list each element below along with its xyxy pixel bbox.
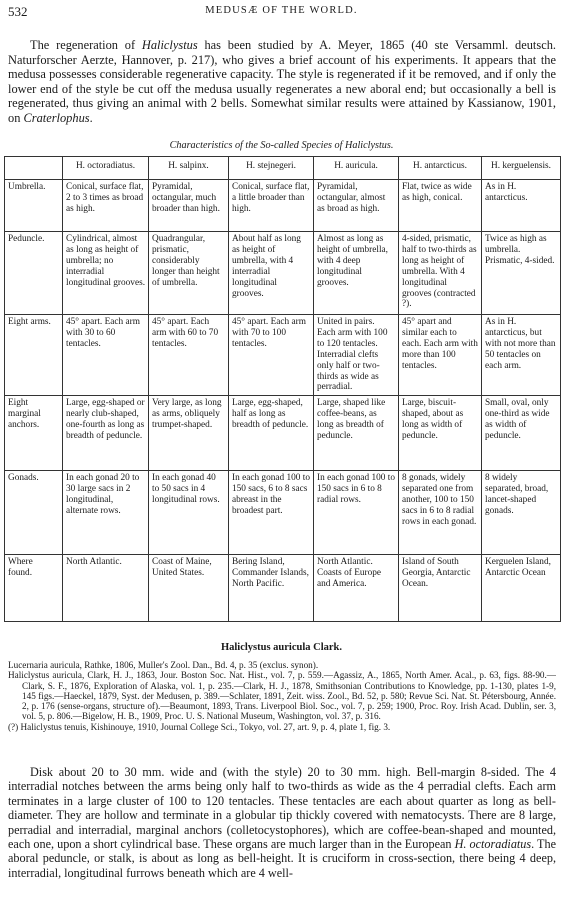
- table-row: [5, 471, 561, 555]
- species-heading: Haliclystus auricula Clark.: [220, 642, 343, 653]
- synonymy-entry: Lucernaria auricula, Rathke, 1806, Muller's Zool. Dan., Bd. 4, p. 35 (exclus. synon).: [8, 660, 319, 670]
- description-text-1: Disk about 20 to 30 mm. wide and (with the style) 20 to 30 mm. high. Bell-margin 8-sided. The 4 interradial notches between the arms being only half to two-thirds as wide as the 4 perradial clefts. Each arm terminates in a large cluster of 100 to 120 tentacles. These tentacles are each about quarter as long as bell-diameter. They are hollow and terminate in a globular tip thickly covered with nematocysts. There are 8 large, perradial and interradial, marginal anchors (colletocystophores), which are coffee-bean-shaped and mounted, each one, upon a short cylindrical base. These organs are much larger than in the European: [8, 765, 556, 852]
- header-cell: H. stejnegeri.: [229, 157, 314, 180]
- table-cell: Coast of Maine, United States.: [149, 555, 229, 622]
- species-octoradiatus: H. octoradiatus: [454, 837, 532, 852]
- table-cell: North Atlantic. Coasts of Europe and America.: [314, 555, 399, 622]
- table-row: [5, 396, 561, 471]
- table-cell: Kerguelen Island, Antarctic Ocean: [482, 555, 561, 622]
- table-row: [5, 180, 561, 232]
- table-cell: 4-sided, prismatic, half to two-thirds as long as height of umbrella. With 4 longitudinal grooves (contracted ?).: [399, 232, 482, 315]
- table-cell: Very large, as long as arms, obliquely trumpet-shaped.: [149, 396, 229, 471]
- row-label: Peduncle.: [5, 232, 63, 315]
- header-cell: H. auricula.: [314, 157, 399, 180]
- table-cell: North Atlantic.: [63, 555, 149, 622]
- description-paragraph: [8, 765, 556, 880]
- row-label: Where found.: [5, 555, 63, 622]
- table-cell: Large, egg-shaped, half as long as breadth of peduncle.: [229, 396, 314, 471]
- table-cell: Bering Island, Commander Islands, North Pacific.: [229, 555, 314, 622]
- table-cell: United in pairs. Each arm with 100 to 120 tentacles. Interradial clefts only half or two-thirds as wide as perradial.: [314, 315, 399, 396]
- description-text-2: . The aboral peduncle, or stalk, is about as long as bell-height. It is cruciform in cross-section, there being 4 deep, interradial, longitudinal furrows beneath which are 4 well-: [8, 837, 556, 880]
- row-label: Umbrella.: [5, 180, 63, 232]
- table-cell: As in H. antarcticus.: [482, 180, 561, 232]
- table-cell: Almost as long as height of umbrella, with 4 deep longitudinal grooves.: [314, 232, 399, 315]
- table-cell: Quadrangular, prismatic, considerably longer than height of umbrella.: [149, 232, 229, 315]
- genus-craterlophus: Craterlophus: [23, 110, 90, 125]
- header-cell: H. antarcticus.: [399, 157, 482, 180]
- table-row: [5, 315, 561, 396]
- table-cell: Pyramidal, octangular, much broader than high.: [149, 180, 229, 232]
- table-cell: 45° apart. Each arm with 60 to 70 tentacles.: [149, 315, 229, 396]
- table-cell: Pyramidal, octangular, almost as broad as high.: [314, 180, 399, 232]
- table-caption: Characteristics of the So-called Species of Haliclystus.: [169, 140, 394, 151]
- header-cell: H. kerguelensis.: [482, 157, 561, 180]
- species-table: [4, 156, 561, 622]
- table-cell: As in H. antarcticus, but with not more than 50 tentacles on each arm.: [482, 315, 561, 396]
- table-cell: About half as long as height of umbrella, with 4 interradial longitudinal grooves.: [229, 232, 314, 315]
- table-row: [5, 555, 561, 622]
- page-number: 532: [8, 4, 28, 19]
- table-cell: In each gonad 20 to 30 large sacs in 2 longitudinal, alternate rows.: [63, 471, 149, 555]
- page-header: [8, 4, 555, 20]
- row-label: Gonads.: [5, 471, 63, 555]
- table-cell: Large, shaped like coffee-beans, as long as breadth of peduncle.: [314, 396, 399, 471]
- intro-text-3: .: [89, 110, 93, 125]
- row-label: Eight marginal anchors.: [5, 396, 63, 471]
- header-corner: [5, 157, 63, 180]
- table-cell: Small, oval, only one-third as wide as width of peduncle.: [482, 396, 561, 471]
- synonymy-entry: Haliclystus auricula, Clark, H. J., 1863, Jour. Boston Soc. Nat. Hist., vol. 7, p. 559.—Agassiz, A., 1865, North Amer. Acal., p. 63, figs. 88-90.—Clark, S. F., 1876, Exploration of Alaska, vol. 1, p. 235.—Clark, H. J., 1878, Smithsonian Contributions to Knowledge, pp. 1-130, plates 1-9, 145 figs.—Haeckel, 1879, Syst. der Medusen, p. 389.—Schlater, 1891, Zeit. wiss. Zool., Bd. 52, p. 580; Revue Sci. Nat. St. Pétersbourg, Année. 2, p. 176 (sense-organs, structure of).—Beaumont, 1893, Trans. Liverpool Biol. Soc., vol. 7, p. 259; 1900, Proc. Roy. Irish Acad. Dublin, ser. 3, vol. 5, p. 806.—Bigelow, H. B., 1909, Proc. U. S. National Museum, Washington, vol. 37, p. 316.: [8, 670, 556, 722]
- table-cell: In each gonad 100 to 150 sacs in 6 to 8 radial rows.: [314, 471, 399, 555]
- table-cell: Cylindrical, almost as long as height of umbrella; no interradial longitudinal grooves.: [63, 232, 149, 315]
- table-cell: Conical, surface flat, a little broader than high.: [229, 180, 314, 232]
- table-cell: In each gonad 100 to 150 sacs, 6 to 8 sacs abreast in the broadest part.: [229, 471, 314, 555]
- intro-text-2: has been studied by A. Meyer, 1865 (40 ste Versamml. deutsch. Naturforscher Aerzte, Hannover, p. 217), who gives a brief account of his experiments. It appears that the medusa possesses considerable regenerative capacity. The style is regenerated if it be removed, and if only the lower end of the style be cut off the medusa usually regenerates a new aboral end; but occasionally a bell is regenerated, thus giving an animal with 2 bells. Somewhat similar results were attained by Kassianow, 1901, on: [8, 38, 556, 125]
- intro-text-1: The regeneration of: [30, 38, 142, 52]
- table-cell: Island of South Georgia, Antarctic Ocean.: [399, 555, 482, 622]
- synonymy-entry: (?) Haliclystus tenuis, Kishinouye, 1910, Journal College Sci., Tokyo, vol. 27, art. 9, p. 4, plate 1, fig. 3.: [8, 721, 391, 732]
- table-cell: Large, biscuit-shaped, about as long as width of peduncle.: [399, 396, 482, 471]
- genus-haliclystus: Haliclystus: [141, 38, 198, 52]
- intro-paragraph: [8, 38, 556, 126]
- table-cell: Conical, surface flat, 2 to 3 times as broad as high.: [63, 180, 149, 232]
- running-title: MEDUSÆ OF THE WORLD.: [205, 5, 358, 16]
- header-cell: H. octoradiatus.: [63, 157, 149, 180]
- table-cell: Flat, twice as wide as high, conical.: [399, 180, 482, 232]
- table-cell: 8 widely separated, broad, lancet-shaped gonads.: [482, 471, 561, 555]
- table-cell: Large, egg-shaped or nearly club-shaped, one-fourth as long as breadth of peduncle.: [63, 396, 149, 471]
- table-header-row: [5, 157, 561, 180]
- table-cell: 45° apart. Each arm with 70 to 100 tentacles.: [229, 315, 314, 396]
- row-label: Eight arms.: [5, 315, 63, 396]
- table-cell: 45° apart. Each arm with 30 to 60 tentacles.: [63, 315, 149, 396]
- table-cell: In each gonad 40 to 50 sacs in 4 longitudinal rows.: [149, 471, 229, 555]
- table-cell: Twice as high as umbrella. Prismatic, 4-sided.: [482, 232, 561, 315]
- synonymy-list: [8, 660, 556, 732]
- table-cell: 8 gonads, widely separated one from another, 100 to 150 sacs in 6 to 8 radial rows in each gonad.: [399, 471, 482, 555]
- table-cell: 45° apart and similar each to each. Each arm with more than 100 tentacles.: [399, 315, 482, 396]
- table-row: [5, 232, 561, 315]
- header-cell: H. salpinx.: [149, 157, 229, 180]
